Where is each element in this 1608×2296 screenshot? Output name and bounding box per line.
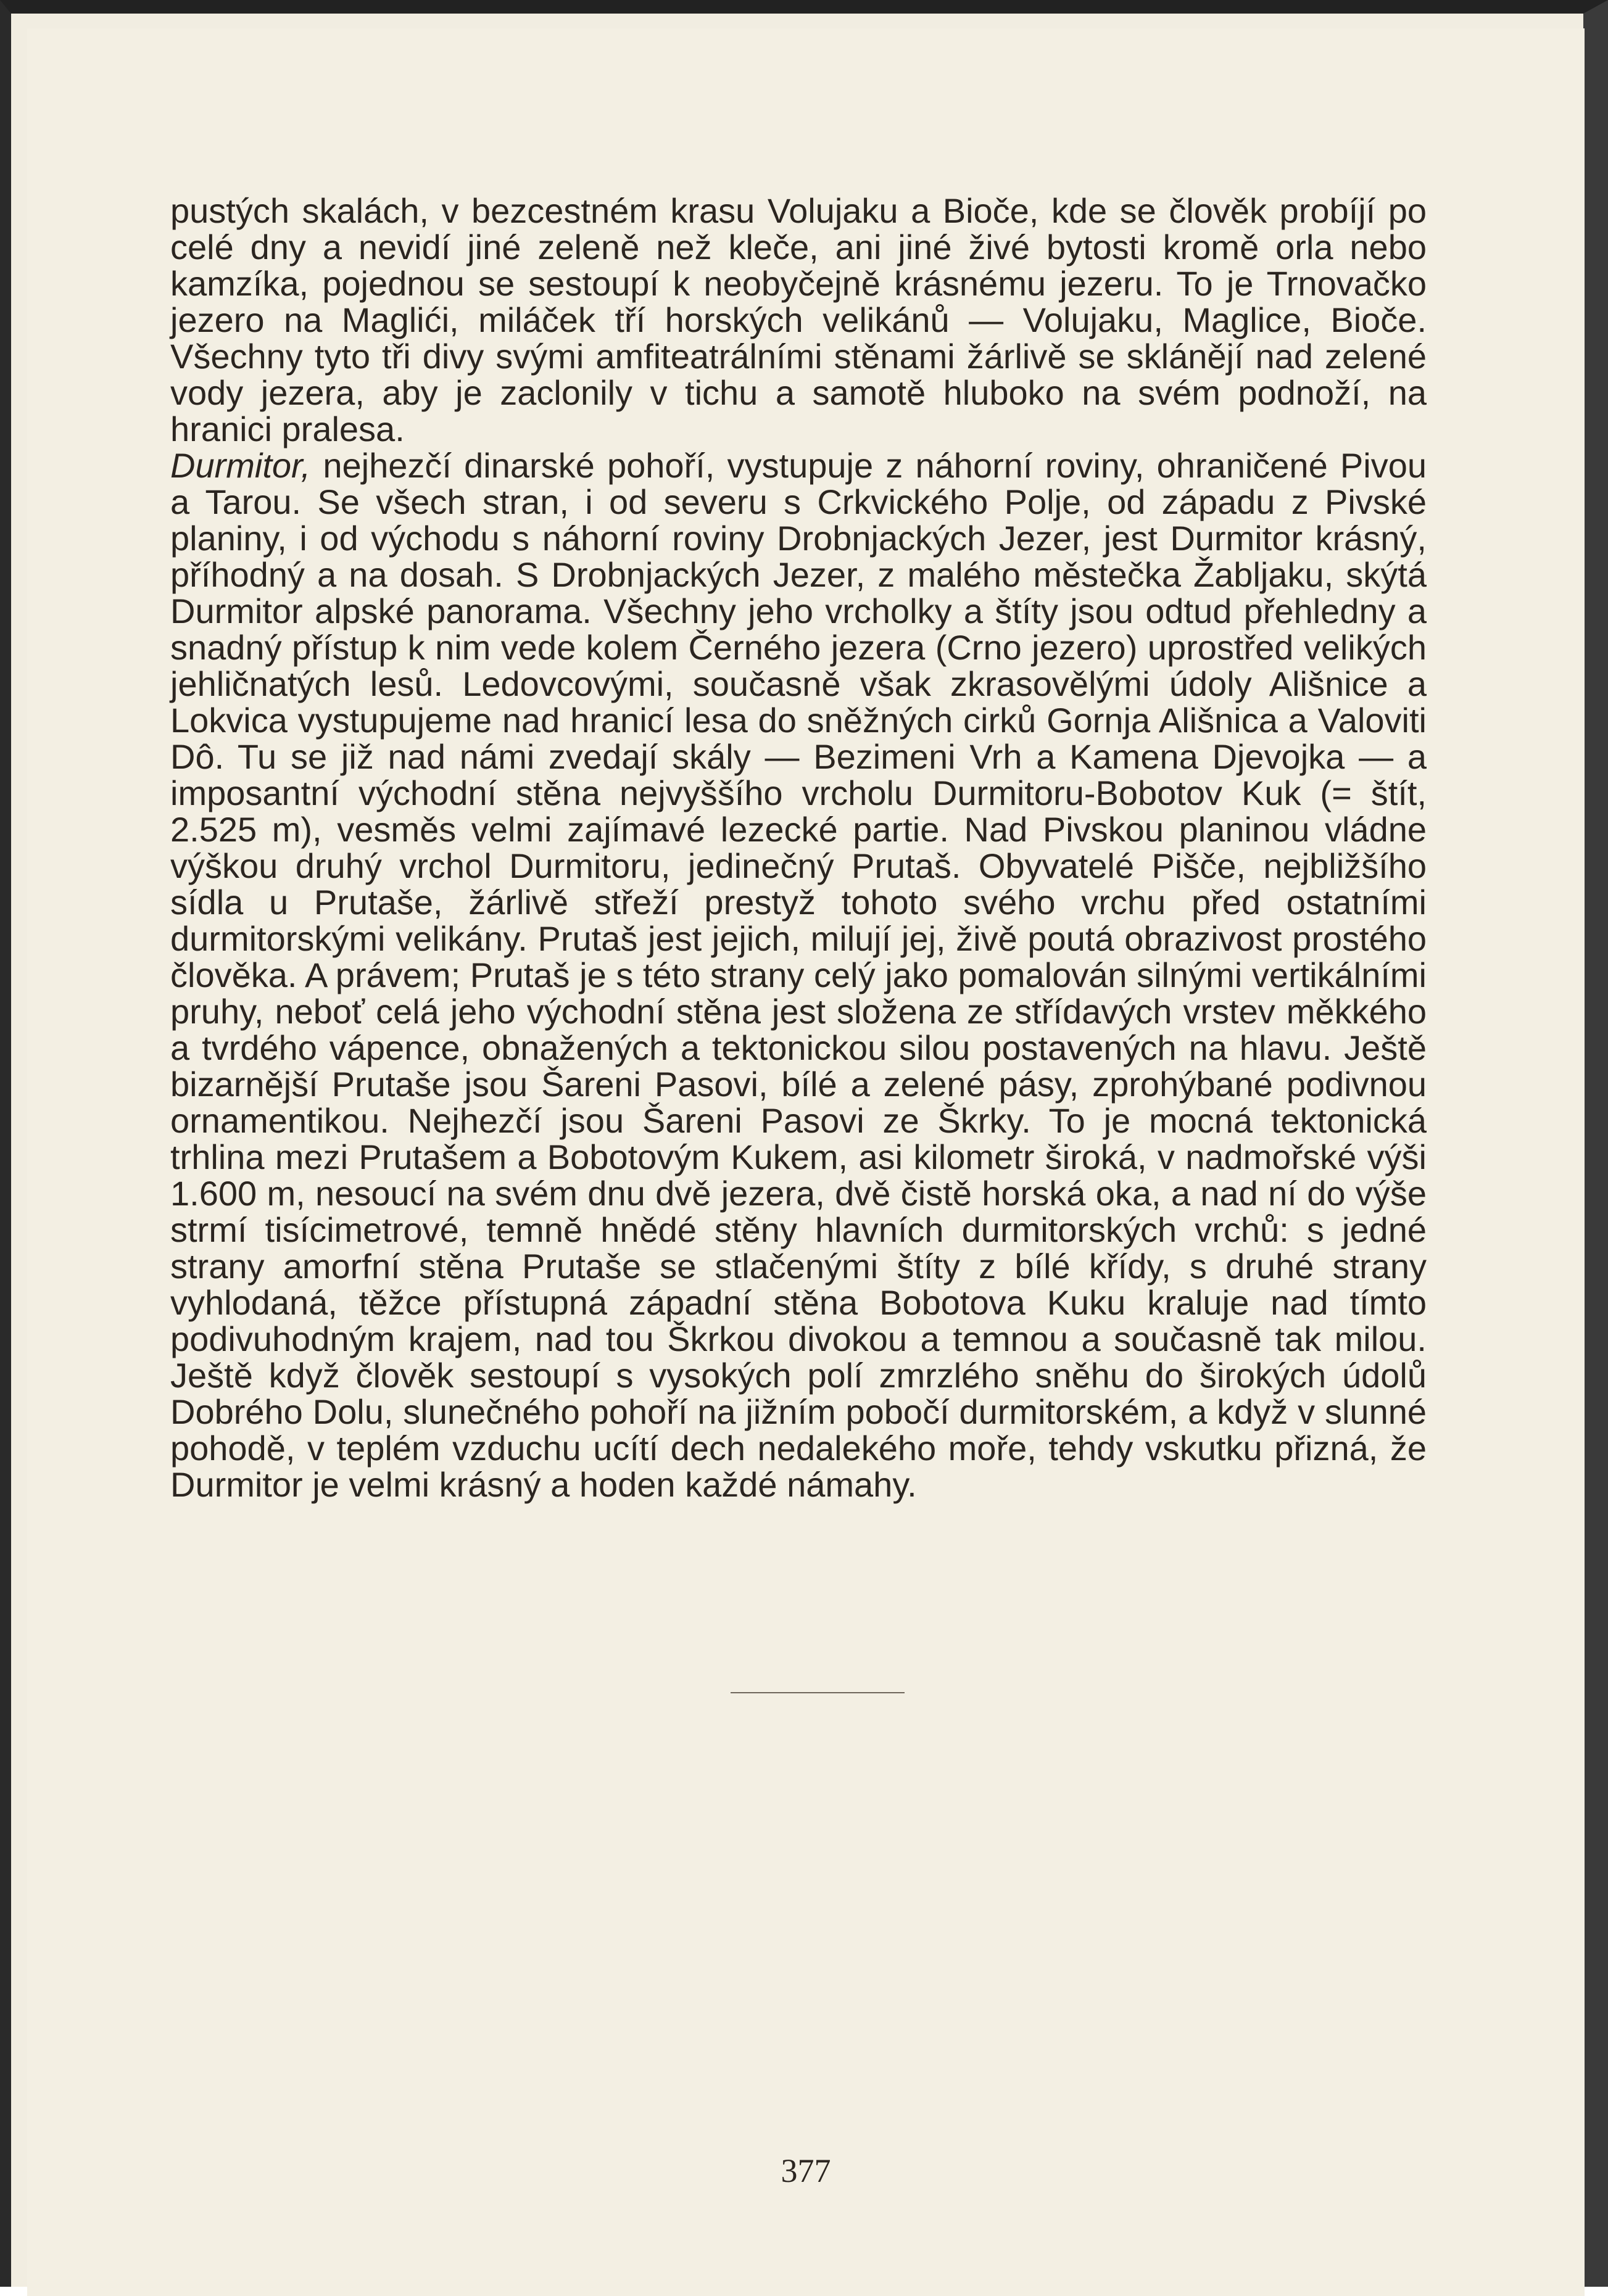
paragraph-1 [170, 192, 1427, 447]
paragraph-2-text: nejhezčí dinarské pohoří, vystupuje z náhorní roviny, ohraničené Pivou a Tarou. Se všech stran, i od severu s Crkvického Polje, od západu z Pivské planiny, i od východu s náhorní roviny Drobnjackých Jezer, jest Durmitor krásný, příhodný a na dosah. S Drobnjackých Jezer, z malého městečka Žabljaku, skýtá Durmitor alpské panorama. Všechny jeho vrcholky a štíty jsou odtud přehledny a snadný přístup k nim vede kolem Černého jezera (Crno jezero) uprostřed velikých jehličnatých lesů. Ledovcovými, současně však zkrasovělými údoly Ališnice a Lokvica vystupujeme nad hranicí lesa do sněžných cirků Gornja Ališnica a Valoviti Dô. Tu se již nad námi zvedají skály — Bezimeni Vrh a Kamena Djevojka — a imposantní východní stěna nejvyššího vrcholu Durmitoru-Bobotov Kuk (= štít, 2.525 m), vesměs velmi zajímavé lezecké partie. Nad Pivskou planinou vládne výškou druhý vrchol Durmitoru, jedinečný Prutaš. Obyvatelé Pišče, nejbližšího sídla u Prutaše, žárlivě střeží prestyž tohoto svého vrchu před ostatními durmitorskými velikány. Prutaš jest jejich, milují jej, živě poutá obrazivost prostého člověka. A právem; Prutaš je s této strany celý jako pomalován silnými vertikálními pruhy, neboť celá jeho východní stěna jest složena ze střídavých vrstev měkkého a tvrdého vápence, obnažených a tektonickou silou postavených na hlavu. Ještě bizarnější Prutaše jsou Šareni Pasovi, bílé a zelené pásy, zprohýbané podivnou ornamentikou. Nejhezčí jsou Šareni Pasovi ze Škrky. To je mocná tektonická trhlina mezi Prutašem a Bobotovým Kukem, asi kilometr široká, v nadmořské výši 1.600 m, nesoucí na svém dnu dvě jezera, dvě čistě horská oka, a nad ní do výše strmí tisícimetrové, temně hnědé stěny hlavních durmitorských vrchů: s jedné strany amorfní stěna Prutaše se stlačenými štíty z bílé křídy, s druhé strany vyhlodaná, těžce přístupná západní stěna Bobotova Kuku kraluje nad tímto podivuhodným krajem, nad tou Škrkou divokou a temnou a současně tak milou. Ještě když člověk sestoupí s vysokých polí zmrzlého sněhu do širokých údolů Dobrého Dolu, slunečného pohoří na jižním pobočí durmitorském, a když v slunné pohodě, v teplém vzduchu ucítí dech nedalekého moře, tehdy vskutku přizná, že Durmitor je velmi krásný a hoden každé námahy. [170, 446, 1427, 1504]
book-page [27, 28, 1585, 2296]
paragraph-2 [170, 447, 1427, 1503]
body-text [170, 192, 1427, 1503]
paragraph-2-lead: Durmitor, [170, 446, 311, 485]
section-divider [731, 1692, 905, 1693]
page-number: 377 [781, 2152, 831, 2189]
paragraph-1-text: pustých skalách, v bezcestném krasu Volujaku a Bioče, kde se člověk probíjí po celé dny a nevidí jiné zeleně než kleče, ani jiné živé bytosti kromě orla nebo kamzíka, pojednou se sestoupí k neobyčejně krásnému jezeru. To je Trnovačko jezero na Maglići, miláček tří horských velikánů — Volujaku, Maglice, Bioče. Všechny tyto tři divy svými amfiteatrálními stěnami žárlivě se sklánějí nad zelené vody jezera, aby je zaclonily v tichu a samotě hluboko na svém podnoží, na hranici pralesa. [170, 191, 1427, 448]
